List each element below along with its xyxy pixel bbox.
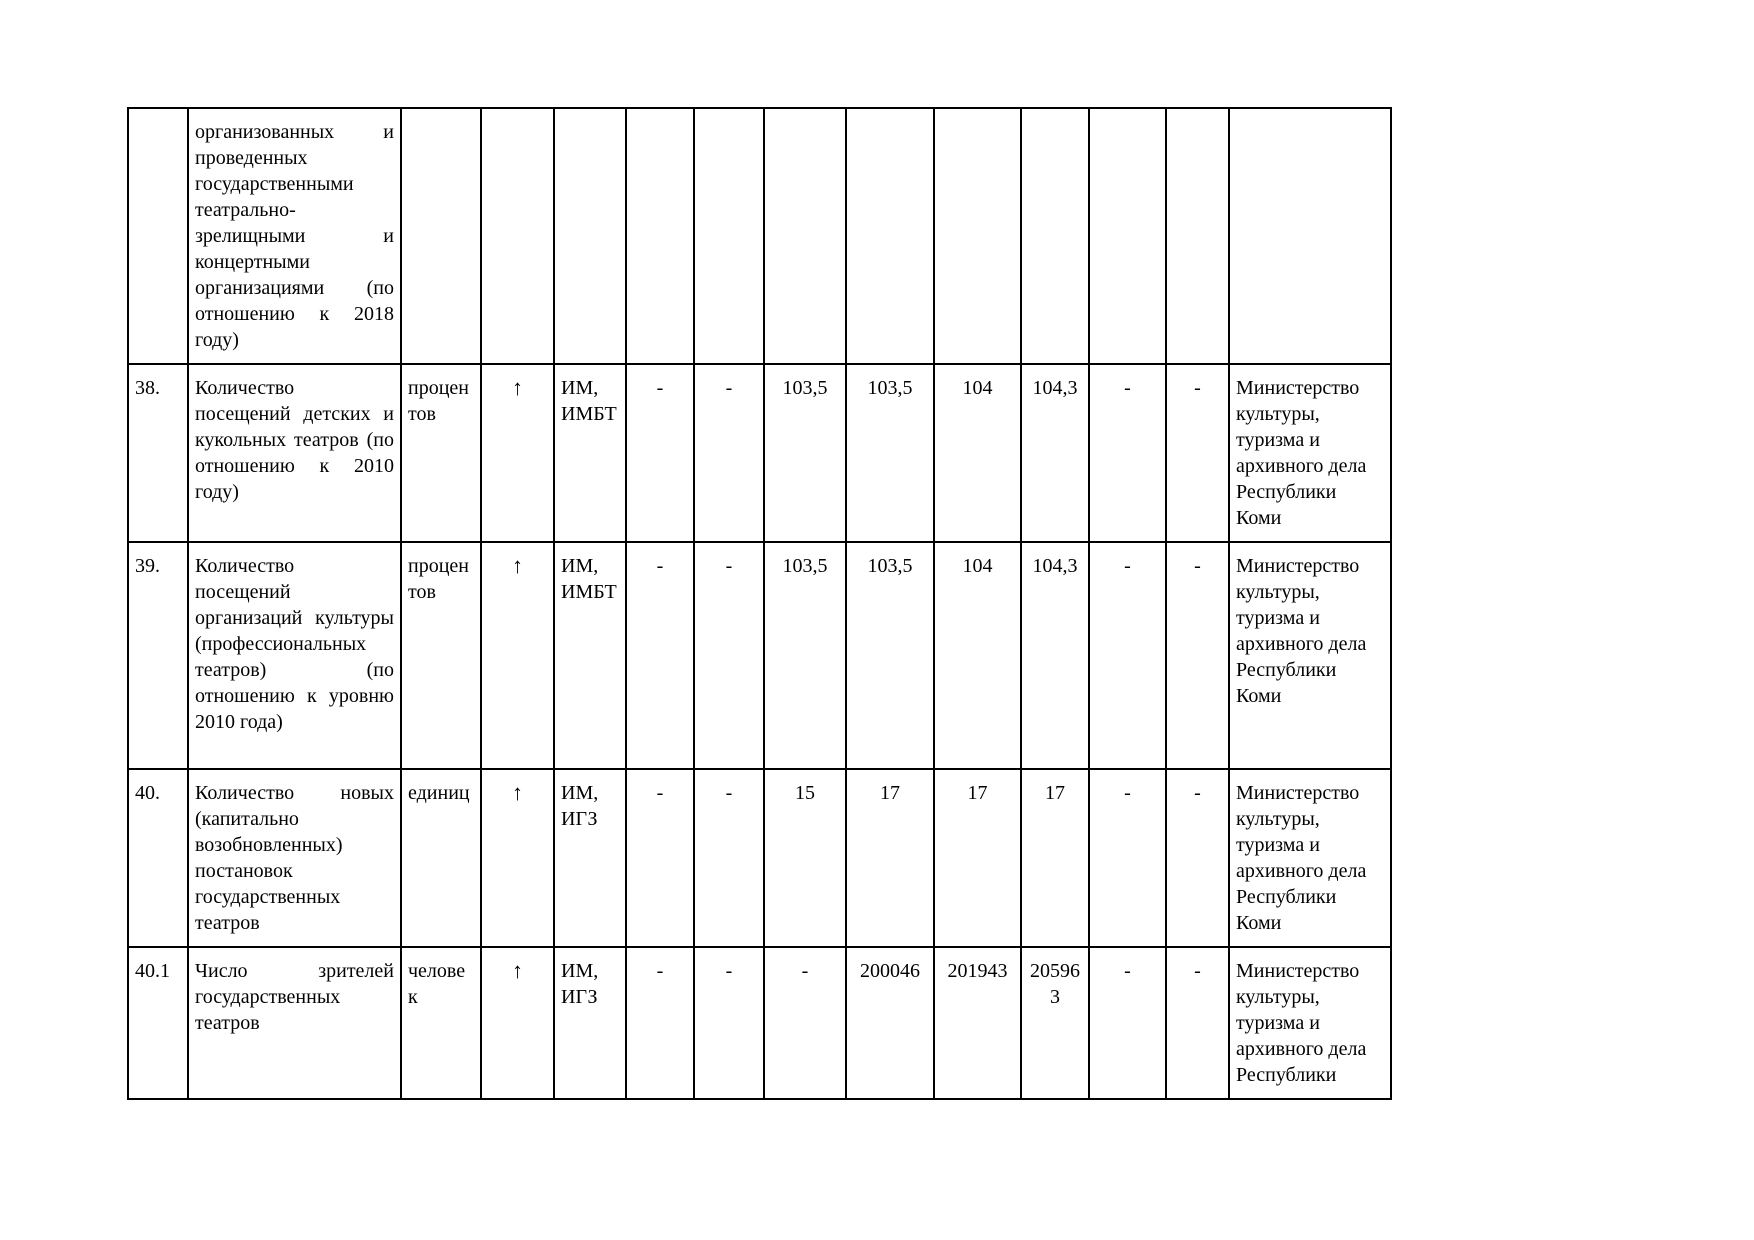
value-cell: 200046 [846, 947, 934, 1099]
trend-up-arrow-icon: ↑ [481, 769, 554, 947]
indicator-name: Количество новых (капитально возобновленных) постановок государственных театров [188, 769, 401, 947]
table-row [128, 108, 1391, 364]
value-cell: - [1166, 542, 1229, 769]
value-cell: - [1089, 364, 1166, 542]
value-cell: - [1089, 769, 1166, 947]
unit-cell: человек [401, 947, 481, 1099]
source-cell: ИМ, ИГЗ [554, 769, 626, 947]
value-cell [1089, 108, 1166, 364]
value-cell [626, 108, 694, 364]
value-cell: - [1166, 769, 1229, 947]
value-cell [934, 108, 1021, 364]
unit-cell: единиц [401, 769, 481, 947]
trend-up-arrow-icon: ↑ [481, 364, 554, 542]
value-cell: 17 [934, 769, 1021, 947]
value-cell: - [626, 769, 694, 947]
value-cell: - [694, 364, 764, 542]
unit-cell: процентов [401, 542, 481, 769]
indicator-name: Количество посещений детских и кукольных театров (по отношению к 2010 году) [188, 364, 401, 542]
value-cell: 15 [764, 769, 846, 947]
indicator-name: организованных и проведенных государственными театрально-зрелищными и концертными организациями (по отношению к 2018 году) [188, 108, 401, 364]
value-cell [846, 108, 934, 364]
responsible-org-cell: Министерство культуры, туризма и архивного дела Республики Коми [1229, 364, 1391, 542]
value-cell: - [694, 947, 764, 1099]
trend-up-arrow-icon [481, 108, 554, 364]
row-number [128, 108, 188, 364]
row-number: 40. [128, 769, 188, 947]
indicators-table [127, 107, 1392, 1100]
value-cell: 104,3 [1021, 364, 1089, 542]
responsible-org-cell: Министерство культуры, туризма и архивного дела Республики Коми [1229, 542, 1391, 769]
table-row [128, 947, 1391, 1099]
source-cell: ИМ, ИМБТ [554, 364, 626, 542]
value-cell: - [1166, 364, 1229, 542]
unit-cell [401, 108, 481, 364]
value-cell: 104,3 [1021, 542, 1089, 769]
value-cell: - [1166, 947, 1229, 1099]
value-cell: 103,5 [764, 364, 846, 542]
value-cell: 17 [846, 769, 934, 947]
indicator-name: Число зрителей государственных театров [188, 947, 401, 1099]
value-cell: 104 [934, 542, 1021, 769]
row-number: 38. [128, 364, 188, 542]
value-cell: - [1089, 947, 1166, 1099]
responsible-org-cell [1229, 108, 1391, 364]
value-cell [694, 108, 764, 364]
value-cell [1021, 108, 1089, 364]
source-cell: ИМ, ИГЗ [554, 947, 626, 1099]
trend-up-arrow-icon: ↑ [481, 947, 554, 1099]
value-cell: 104 [934, 364, 1021, 542]
value-cell: 201943 [934, 947, 1021, 1099]
value-cell: 17 [1021, 769, 1089, 947]
indicator-name: Количество посещений организаций культуры (профессиональных театров) (по отношению к уровню 2010 года) [188, 542, 401, 769]
value-cell: 103,5 [846, 364, 934, 542]
value-cell: - [764, 947, 846, 1099]
row-number: 39. [128, 542, 188, 769]
row-number: 40.1 [128, 947, 188, 1099]
responsible-org-cell: Министерство культуры, туризма и архивного дела Республики [1229, 947, 1391, 1099]
value-cell [764, 108, 846, 364]
unit-cell: процентов [401, 364, 481, 542]
value-cell: - [626, 364, 694, 542]
value-cell: 103,5 [764, 542, 846, 769]
value-cell [1166, 108, 1229, 364]
table-row [128, 769, 1391, 947]
responsible-org-cell: Министерство культуры, туризма и архивного дела Республики Коми [1229, 769, 1391, 947]
table-row [128, 542, 1391, 769]
value-cell: - [626, 947, 694, 1099]
trend-up-arrow-icon: ↑ [481, 542, 554, 769]
value-cell: - [1089, 542, 1166, 769]
value-cell: 103,5 [846, 542, 934, 769]
source-cell: ИМ, ИМБТ [554, 542, 626, 769]
value-cell: - [694, 542, 764, 769]
source-cell [554, 108, 626, 364]
value-cell: - [626, 542, 694, 769]
value-cell: - [694, 769, 764, 947]
value-cell: 205963 [1021, 947, 1089, 1099]
table-row [128, 364, 1391, 542]
